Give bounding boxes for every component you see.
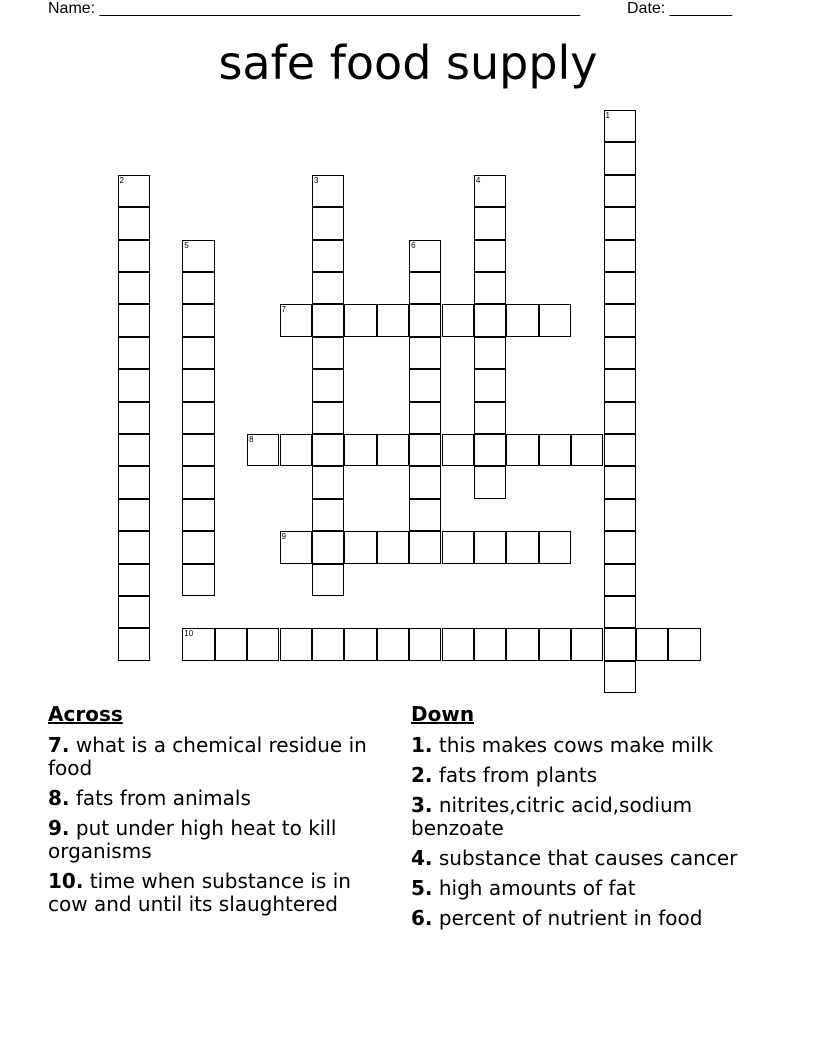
clue-number: 9. — [48, 816, 70, 840]
grid-cell[interactable] — [636, 628, 668, 660]
grid-cell[interactable] — [312, 175, 344, 207]
grid-cell[interactable] — [118, 564, 150, 596]
grid-cell[interactable] — [409, 240, 441, 272]
grid-cell[interactable] — [539, 531, 571, 563]
grid-cell[interactable] — [182, 499, 214, 531]
grid-cell[interactable] — [474, 369, 506, 401]
across-clue — [48, 870, 378, 916]
grid-cell[interactable] — [312, 531, 344, 563]
clue-text: time when substance is in cow and until its slaughtered — [48, 869, 351, 916]
grid-cell[interactable] — [668, 628, 700, 660]
grid-cell[interactable] — [474, 272, 506, 304]
clue-text: fats from plants — [438, 763, 598, 787]
grid-cell[interactable] — [474, 337, 506, 369]
clue-text: nitrites,citric acid,sodium benzoate — [411, 793, 693, 840]
grid-cell[interactable] — [118, 304, 150, 336]
down-clue — [411, 877, 741, 900]
grid-cell[interactable] — [118, 369, 150, 401]
grid-cell[interactable] — [280, 628, 312, 660]
grid-cell[interactable] — [409, 272, 441, 304]
grid-cell[interactable] — [474, 207, 506, 239]
grid-cell[interactable] — [409, 304, 441, 336]
grid-cell[interactable] — [182, 466, 214, 498]
across-clue — [48, 817, 378, 863]
clue-number: 5. — [411, 876, 433, 900]
across-clues — [48, 701, 378, 923]
grid-cell[interactable] — [506, 531, 538, 563]
cell-number: 2 — [119, 175, 124, 185]
grid-cell[interactable] — [182, 369, 214, 401]
grid-cell[interactable] — [344, 304, 376, 336]
grid-cell[interactable] — [539, 434, 571, 466]
grid-cell[interactable] — [182, 564, 214, 596]
grid-cell[interactable] — [474, 175, 506, 207]
cell-number: 10 — [184, 629, 194, 639]
grid-cell[interactable] — [604, 304, 636, 336]
grid-cell[interactable] — [442, 628, 474, 660]
grid-cell[interactable] — [571, 628, 603, 660]
grid-cell[interactable] — [474, 531, 506, 563]
down-clues — [411, 701, 741, 937]
grid-cell[interactable] — [409, 434, 441, 466]
down-clue — [411, 847, 741, 870]
grid-cell[interactable] — [247, 628, 279, 660]
grid-cell[interactable] — [118, 240, 150, 272]
grid-cell[interactable] — [182, 402, 214, 434]
grid-cell[interactable] — [377, 434, 409, 466]
cell-number: 9 — [281, 532, 286, 542]
grid-cell[interactable] — [604, 240, 636, 272]
grid-cell[interactable] — [118, 402, 150, 434]
grid-cell[interactable] — [312, 304, 344, 336]
cell-number: 1 — [605, 111, 610, 120]
grid-cell[interactable] — [377, 304, 409, 336]
grid-cell[interactable] — [118, 272, 150, 304]
across-clue — [48, 734, 378, 780]
grid-cell[interactable] — [474, 240, 506, 272]
grid-cell[interactable] — [409, 466, 441, 498]
grid-cell[interactable] — [312, 466, 344, 498]
grid-cell[interactable] — [604, 466, 636, 498]
grid-cell[interactable] — [377, 531, 409, 563]
grid-cell[interactable] — [312, 499, 344, 531]
grid-cell[interactable] — [604, 142, 636, 174]
down-clue — [411, 764, 741, 787]
clue-number: 8. — [48, 786, 70, 810]
down-clue — [411, 734, 741, 757]
clue-text: percent of nutrient in food — [438, 906, 703, 930]
grid-cell[interactable] — [312, 628, 344, 660]
grid-cell[interactable] — [344, 628, 376, 660]
grid-cell[interactable] — [312, 564, 344, 596]
grid-cell[interactable] — [474, 434, 506, 466]
grid-cell[interactable] — [409, 531, 441, 563]
cell-number: 7 — [281, 305, 286, 315]
grid-cell[interactable] — [506, 304, 538, 336]
grid-cell[interactable] — [604, 661, 636, 693]
grid-cell[interactable] — [409, 499, 441, 531]
grid-cell[interactable] — [312, 240, 344, 272]
grid-cell[interactable] — [442, 531, 474, 563]
clue-number: 3. — [411, 793, 433, 817]
grid-cell[interactable] — [118, 175, 150, 207]
grid-cell[interactable] — [182, 304, 214, 336]
grid-cell[interactable] — [604, 110, 636, 142]
grid-cell[interactable] — [312, 337, 344, 369]
grid-cell[interactable] — [182, 628, 214, 660]
clue-text: fats from animals — [75, 786, 251, 810]
clue-text: high amounts of fat — [438, 876, 636, 900]
grid-cell[interactable] — [506, 434, 538, 466]
puzzle-title: safe food supply — [218, 36, 598, 90]
clue-text: what is a chemical residue in food — [48, 733, 367, 780]
grid-cell[interactable] — [312, 369, 344, 401]
clue-number: 10. — [48, 869, 84, 893]
grid-cell[interactable] — [118, 596, 150, 628]
grid-cell[interactable] — [604, 337, 636, 369]
grid-cell[interactable] — [409, 369, 441, 401]
cell-number: 4 — [475, 175, 481, 185]
across-heading: Across — [48, 702, 123, 726]
clue-text: substance that causes cancer — [438, 846, 738, 870]
grid-cell[interactable] — [604, 402, 636, 434]
grid-cell[interactable] — [604, 434, 636, 466]
date-field-label: Date: _______ — [627, 0, 732, 17]
clue-number: 6. — [411, 906, 433, 930]
grid-cell[interactable] — [118, 207, 150, 239]
grid-cell[interactable] — [344, 434, 376, 466]
grid-cell[interactable] — [604, 596, 636, 628]
grid-cell[interactable] — [118, 466, 150, 498]
grid-cell[interactable] — [474, 304, 506, 336]
grid-cell[interactable] — [215, 628, 247, 660]
grid-cell[interactable] — [409, 337, 441, 369]
grid-cell[interactable] — [182, 240, 214, 272]
grid-cell[interactable] — [182, 337, 214, 369]
grid-cell[interactable] — [377, 628, 409, 660]
grid-cell[interactable] — [280, 434, 312, 466]
grid-cell[interactable] — [604, 499, 636, 531]
clue-number: 1. — [411, 733, 433, 757]
grid-cell[interactable] — [409, 402, 441, 434]
grid-cell[interactable] — [571, 434, 603, 466]
clue-text: this makes cows make milk — [438, 733, 714, 757]
grid-cell[interactable] — [604, 272, 636, 304]
grid-cell[interactable] — [474, 402, 506, 434]
grid-cell[interactable] — [312, 272, 344, 304]
clue-text: put under high heat to kill organisms — [48, 816, 337, 863]
grid-cell[interactable] — [280, 304, 312, 336]
grid-cell[interactable] — [312, 434, 344, 466]
grid-cell[interactable] — [182, 434, 214, 466]
name-field-label: Name: ______________________________________________________ — [48, 0, 581, 17]
grid-cell[interactable] — [604, 564, 636, 596]
grid-cell[interactable] — [474, 628, 506, 660]
grid-cell[interactable] — [344, 531, 376, 563]
grid-cell[interactable] — [118, 531, 150, 563]
across-clue — [48, 787, 378, 810]
grid-cell[interactable] — [604, 207, 636, 239]
cell-number: 8 — [249, 435, 254, 444]
down-clue — [411, 794, 741, 840]
grid-cell[interactable] — [182, 531, 214, 563]
grid-cell[interactable] — [118, 628, 150, 660]
grid-cell[interactable] — [118, 434, 150, 466]
grid-cell[interactable] — [604, 369, 636, 401]
grid-cell[interactable] — [604, 175, 636, 207]
grid-cell[interactable] — [409, 628, 441, 660]
grid-cell[interactable] — [604, 628, 636, 660]
cell-number: 3 — [313, 175, 319, 185]
grid-cell[interactable] — [539, 304, 571, 336]
grid-cell[interactable] — [604, 531, 636, 563]
grid-cell[interactable] — [312, 402, 344, 434]
clue-number: 7. — [48, 733, 70, 757]
grid-cell[interactable] — [539, 628, 571, 660]
cell-number: 6 — [411, 240, 416, 250]
grid-cell[interactable] — [118, 499, 150, 531]
grid-cell[interactable] — [442, 304, 474, 336]
grid-cell[interactable] — [118, 337, 150, 369]
grid-cell[interactable] — [280, 531, 312, 563]
grid-cell[interactable] — [247, 434, 279, 466]
grid-cell[interactable] — [182, 272, 214, 304]
grid-cell[interactable] — [474, 466, 506, 498]
grid-cell[interactable] — [506, 628, 538, 660]
grid-cell[interactable] — [442, 434, 474, 466]
down-heading: Down — [411, 702, 475, 726]
clue-number: 4. — [411, 846, 433, 870]
clue-number: 2. — [411, 763, 433, 787]
cell-number: 5 — [184, 240, 189, 250]
down-clue — [411, 907, 741, 930]
grid-cell[interactable] — [312, 207, 344, 239]
